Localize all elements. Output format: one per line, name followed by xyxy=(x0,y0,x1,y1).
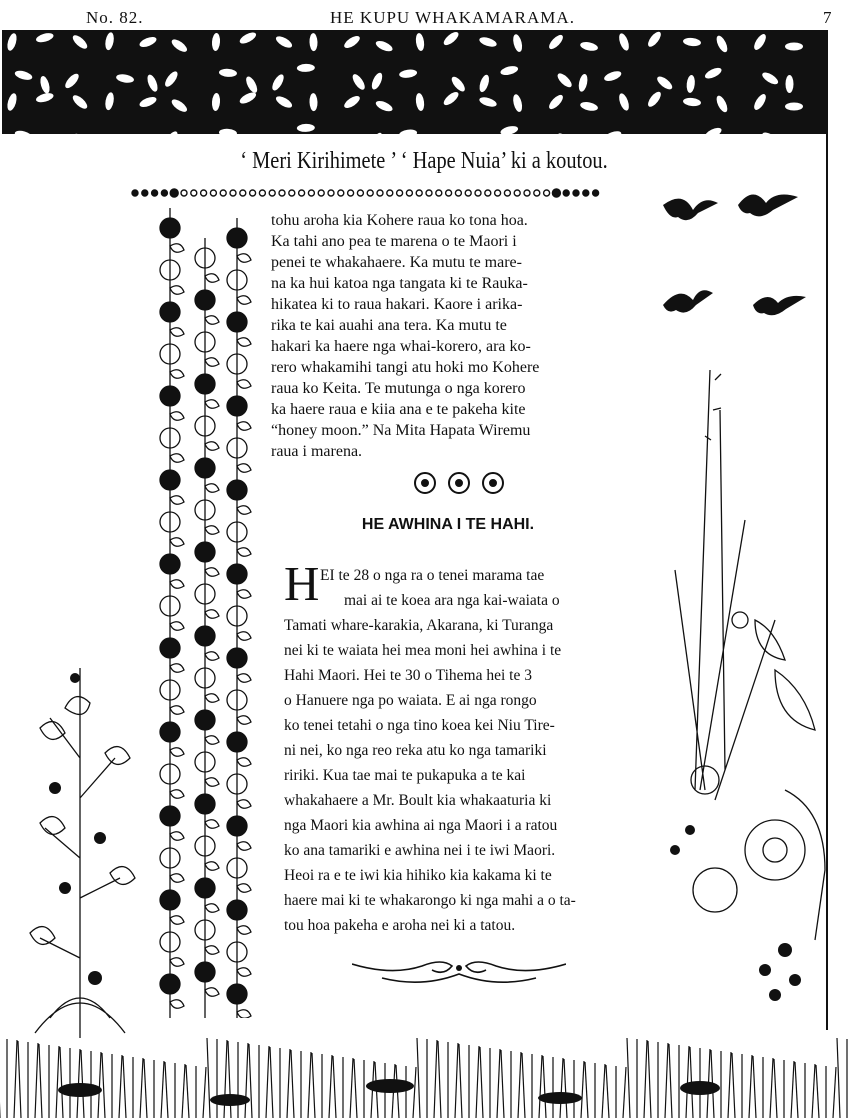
text-line: nga Maori kia awhina ai nga Maori i a ratou xyxy=(284,817,558,834)
drop-cap: H xyxy=(284,556,320,611)
text-line: mai ai te koea ara nga kai-waiata o xyxy=(344,592,560,609)
page-number: 7 xyxy=(823,8,833,27)
scroll-ornament-icon xyxy=(352,952,566,988)
text-line: ko tenei tetahi o nga tino koea kei Niu Tire- xyxy=(284,717,555,734)
flowering-plant-icon xyxy=(20,638,140,1038)
article-continuation xyxy=(271,210,649,462)
text-line: tou hoa pakeha e aroha nei ki a tatou. xyxy=(284,917,516,934)
text-line: penei te whakahaere. Ka mutu te mare- xyxy=(271,254,522,271)
flower-vine-icon xyxy=(145,208,260,1018)
text-line: hikatea ki to raua hakari. Kaore i arika- xyxy=(271,296,523,313)
rosette-icon xyxy=(411,470,507,496)
leaf-frieze-icon xyxy=(2,30,826,134)
text-line: Ka tahi ano pea te marena o te Maori i xyxy=(271,233,517,250)
text-line: ririki. Kua tae mai te pukapuka a te kai xyxy=(284,767,526,784)
text-line: na ka hui katoa nga tangata ki te Rauka- xyxy=(271,275,528,292)
text-line: EI te 28 o nga ra o tenei marama tae xyxy=(320,567,545,584)
text-line: whakahaere a Mr. Boult kia whakaaturia ki xyxy=(284,792,552,809)
text-line: raua ko Keita. Te mutunga o nga korero xyxy=(271,380,526,397)
text-line: “honey moon.” Na Mita Hapata Wiremu xyxy=(271,422,531,439)
bramble-flower-icon xyxy=(655,370,835,1030)
dotted-rule-icon xyxy=(130,182,608,204)
text-line: raua i marena. xyxy=(271,443,363,460)
swallow-bird-icon xyxy=(658,175,808,335)
text-line: ni nei, ko nga reo reka atu ko nga tamariki xyxy=(284,742,547,759)
article-paragraph xyxy=(284,556,646,938)
text-line: Tamati whare-karakia, Akarana, ki Turanga xyxy=(284,617,554,634)
text-line: Hahi Maori. Hei te 30 o Tihema hei te 3 xyxy=(284,667,532,684)
issue-number: No. 82. xyxy=(86,8,144,27)
text-line: Heoi ra e te iwi kia hihiko kia kakama ki te xyxy=(284,867,552,884)
section-title: HE AWHINA I TE HAHI. xyxy=(361,516,535,533)
reed-border-icon xyxy=(0,1030,848,1118)
text-line: haere mai ki te whakarongo ki nga mahi a o ta- xyxy=(284,892,576,909)
text-line: nei ki te waiata hei mea moni hei awhina i te xyxy=(284,642,562,659)
text-line: ka haere raua e kiia ana e te pakeha kite xyxy=(271,401,526,418)
text-line: tohu aroha kia Kohere raua ko tona hoa. xyxy=(271,212,528,229)
text-line: rika te kai auahi ana tera. Ka mutu te xyxy=(271,317,507,334)
christmas-greeting: ‘ Meri Kirihimete ’ ‘ Hape Nuia’ ki a koutou. xyxy=(240,148,608,174)
text-line: hakari ka haere nga whai-korero, ara ko- xyxy=(271,338,531,355)
text-line: o Hanuere nga po waiata. E ai nga rongo xyxy=(284,692,537,709)
text-line: rero whakamihi tangi atu hoki mo Kohere xyxy=(271,359,540,376)
page-header-title: HE KUPU WHAKAMARAMA. xyxy=(330,8,575,27)
text-line: ko ana tamariki e awhina nei i te iwi Maori. xyxy=(284,842,556,859)
